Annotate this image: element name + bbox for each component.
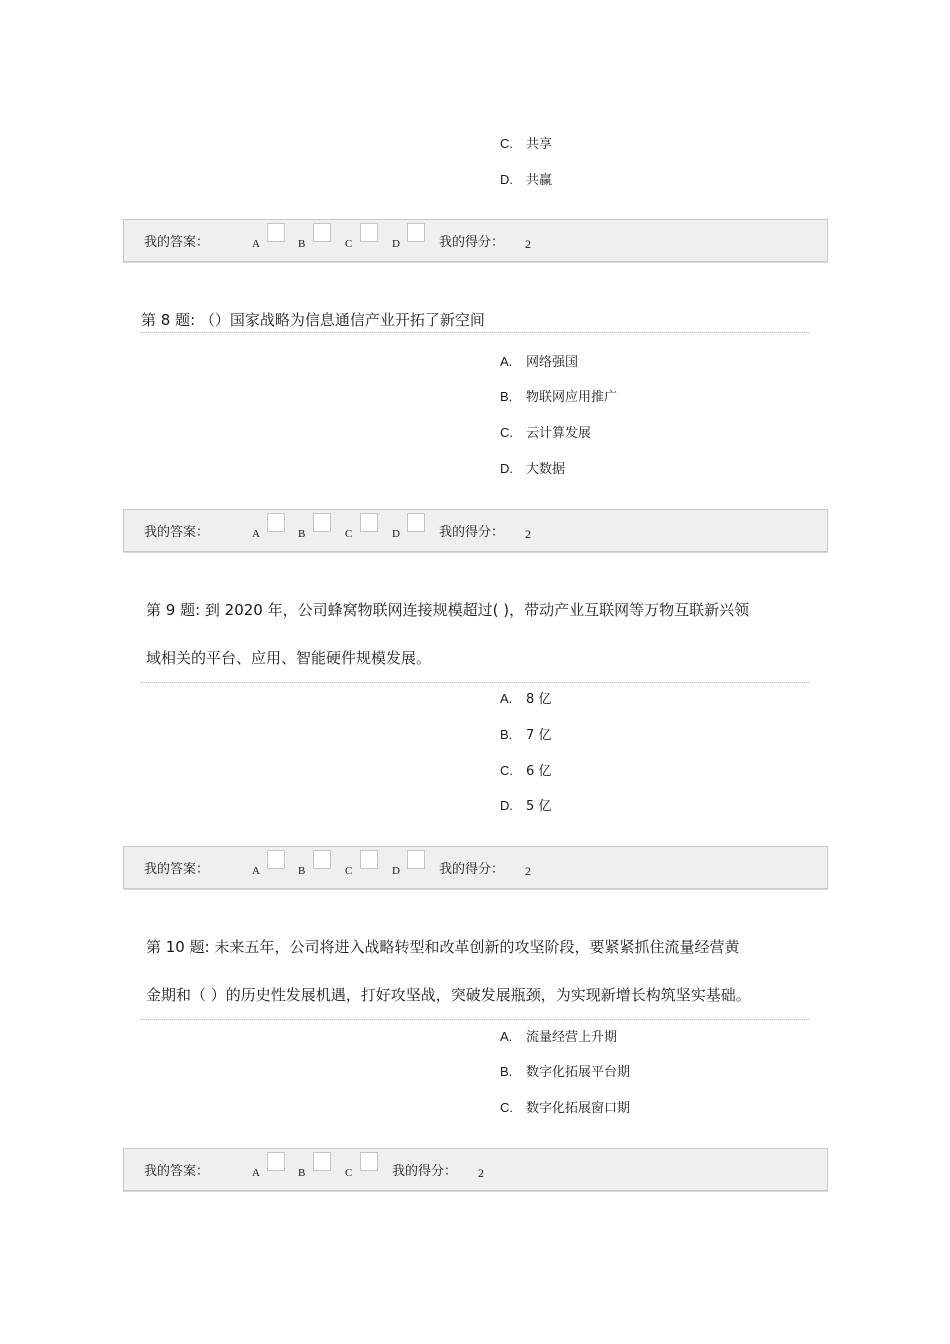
option-text: 8 亿: [526, 692, 552, 707]
option-letter: C.: [500, 425, 513, 440]
option-letter: D.: [500, 461, 513, 476]
q9-answer-bar: [123, 846, 828, 889]
option-letter: D.: [500, 172, 513, 187]
choice-a-label: A: [252, 865, 260, 877]
option-text: 5 亿: [526, 799, 552, 814]
score-value: 2: [525, 237, 531, 251]
choice-b-checkbox[interactable]: [313, 513, 331, 532]
q10-option-c: [500, 1099, 630, 1118]
choice-c-label: C: [345, 528, 353, 540]
q8-option-d: [500, 460, 565, 479]
option-letter: A.: [500, 354, 513, 369]
option-text: 物联网应用推广: [526, 390, 618, 405]
q7-option-d: [500, 171, 552, 190]
my-answer-label: 我的答案：: [144, 862, 210, 877]
choice-b-checkbox[interactable]: [313, 223, 331, 242]
my-answer-label: 我的答案：: [144, 235, 210, 250]
q8-option-b: [500, 388, 617, 407]
q9-option-a: [500, 690, 551, 709]
choice-c-checkbox[interactable]: [360, 850, 378, 869]
choice-a-label: A: [252, 528, 260, 540]
q7-option-c: [500, 135, 552, 154]
my-answer-label: 我的答案：: [144, 1164, 210, 1179]
score-value: 2: [525, 864, 531, 878]
choice-b-label: B: [298, 528, 306, 540]
option-letter: A.: [500, 691, 513, 706]
option-letter: C.: [500, 763, 513, 778]
score-value: 2: [525, 527, 531, 541]
q8-option-a: [500, 353, 578, 372]
choice-c-checkbox[interactable]: [360, 513, 378, 532]
choice-a-checkbox[interactable]: [267, 223, 285, 242]
option-text: 共享: [526, 137, 553, 152]
choice-b-label: B: [298, 238, 306, 250]
choice-d-checkbox[interactable]: [407, 513, 425, 532]
q10-answer-bar: [123, 1148, 828, 1191]
choice-a-label: A: [252, 238, 260, 250]
q9-option-d: [500, 797, 551, 816]
choice-a-label: A: [252, 1167, 260, 1179]
option-text: 大数据: [526, 462, 566, 477]
choice-c-label: C: [345, 865, 353, 877]
q10-option-a: [500, 1028, 617, 1047]
q10-option-b: [500, 1063, 630, 1082]
option-letter: C.: [500, 136, 513, 151]
choice-c-label: C: [345, 1167, 353, 1179]
option-letter: C.: [500, 1100, 513, 1115]
choice-d-label: D: [392, 238, 400, 250]
q8-option-c: [500, 424, 591, 443]
choice-b-label: B: [298, 1167, 306, 1179]
choice-d-label: D: [392, 528, 400, 540]
my-score-label: 我的得分：: [439, 862, 505, 877]
choice-d-checkbox[interactable]: [407, 850, 425, 869]
choice-c-checkbox[interactable]: [360, 223, 378, 242]
q8-title: 第 8 题: （）国家战略为信息通信产业开拓了新空间: [141, 308, 809, 333]
choice-b-checkbox[interactable]: [313, 1152, 331, 1171]
q8-answer-bar: [123, 509, 828, 552]
q10-title: [141, 923, 809, 1020]
my-score-label: 我的得分：: [392, 1164, 458, 1179]
choice-a-checkbox[interactable]: [267, 1152, 285, 1171]
option-text: 6 亿: [526, 764, 552, 779]
option-letter: D.: [500, 798, 513, 813]
q10-title-line-2: 金期和（ ）的历史性发展机遇，打好攻坚战，突破发展瓶颈，为实现新增长构筑坚实基础。: [146, 986, 751, 1004]
choice-d-checkbox[interactable]: [407, 223, 425, 242]
q9-option-b: [500, 726, 551, 745]
option-text: 网络强国: [526, 355, 579, 370]
option-text: 数字化拓展平台期: [526, 1065, 631, 1080]
option-text: 共赢: [526, 173, 553, 188]
q7-answer-bar: [123, 219, 828, 262]
choice-a-checkbox[interactable]: [267, 850, 285, 869]
my-answer-label: 我的答案：: [144, 525, 210, 540]
option-text: 7 亿: [526, 728, 552, 743]
option-text: 云计算发展: [526, 426, 592, 441]
choice-a-checkbox[interactable]: [267, 513, 285, 532]
choice-b-label: B: [298, 865, 306, 877]
choice-d-label: D: [392, 865, 400, 877]
q9-title-line-2: 域相关的平台、应用、智能硬件规模发展。: [146, 649, 432, 667]
choice-c-label: C: [345, 238, 353, 250]
q10-title-line-1: 第 10 题: 未来五年，公司将进入战略转型和改革创新的攻坚阶段，要紧紧抓住流量经营黄: [146, 938, 740, 956]
my-score-label: 我的得分：: [439, 235, 505, 250]
option-text: 数字化拓展窗口期: [526, 1101, 631, 1116]
choice-c-checkbox[interactable]: [360, 1152, 378, 1171]
option-text: 流量经营上升期: [526, 1030, 618, 1045]
q9-title: [141, 586, 809, 683]
q9-title-line-1: 第 9 题: 到 2020 年，公司蜂窝物联网连接规模超过( )，带动产业互联网等万物互联新兴领: [146, 601, 750, 619]
choice-b-checkbox[interactable]: [313, 850, 331, 869]
q9-option-c: [500, 762, 551, 781]
my-score-label: 我的得分：: [439, 525, 505, 540]
option-letter: B.: [500, 1064, 513, 1079]
score-value: 2: [478, 1166, 484, 1180]
option-letter: B.: [500, 727, 513, 742]
option-letter: B.: [500, 389, 513, 404]
option-letter: A.: [500, 1029, 513, 1044]
